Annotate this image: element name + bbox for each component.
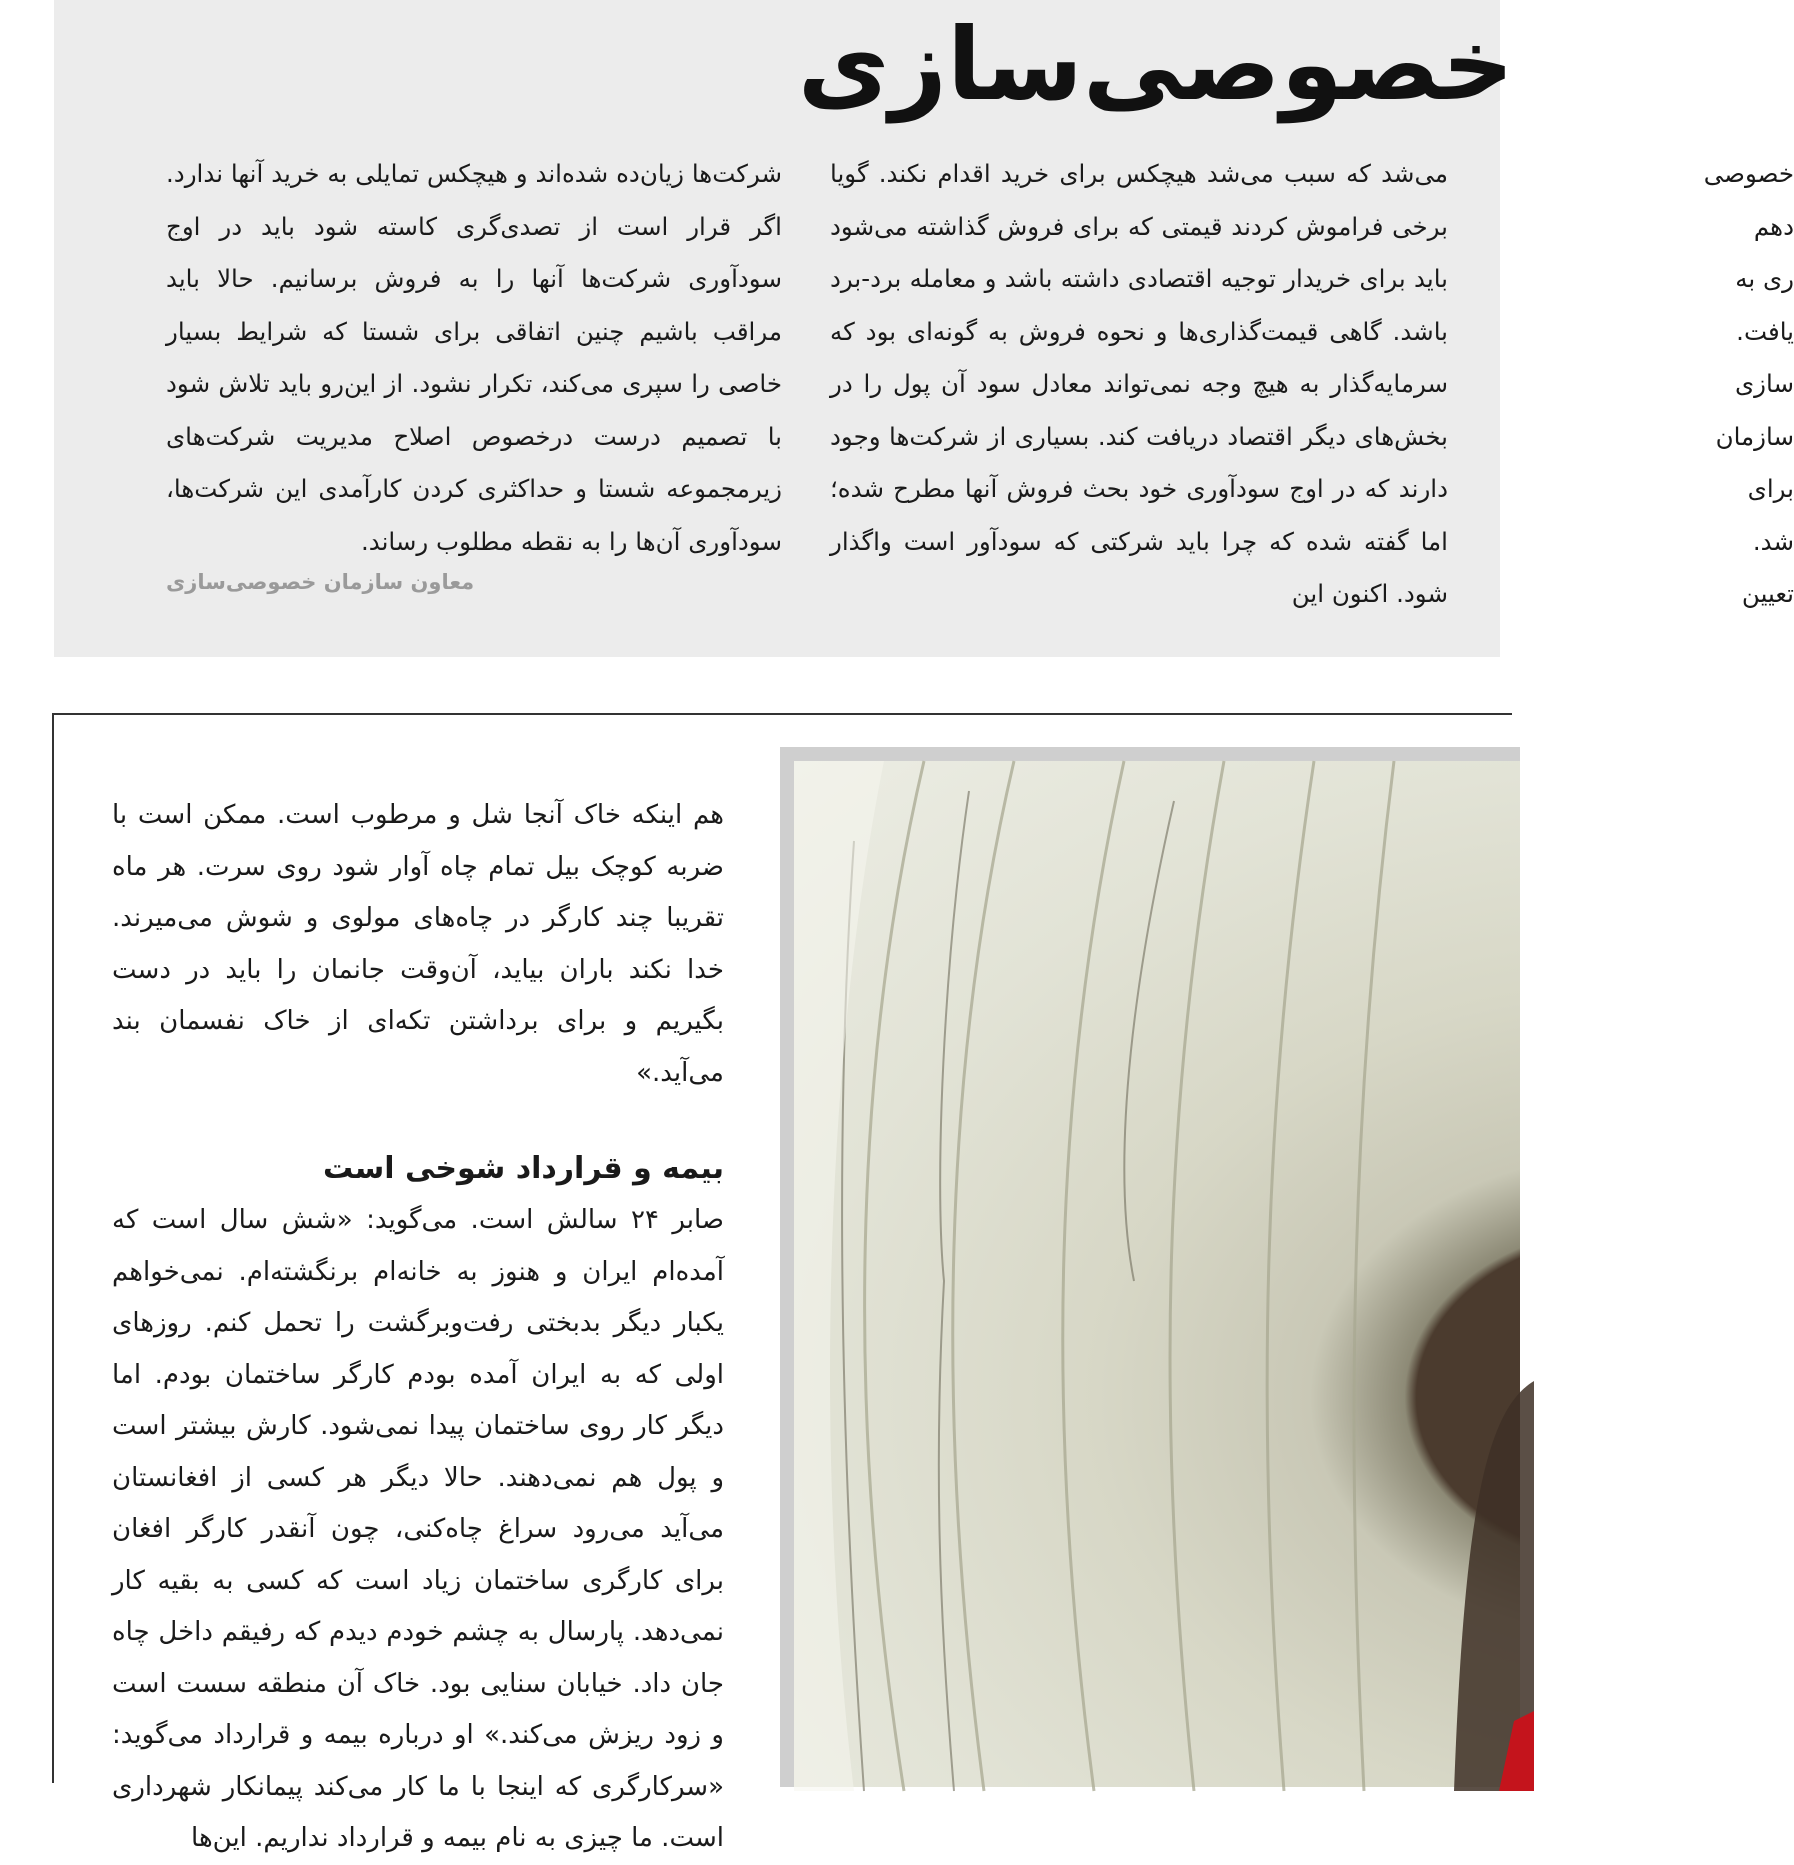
story-body: صابر ۲۴ سالش است. می‌گوید: «شش سال است که آمده‌ام ایران و هنوز به خانه‌ام برنگشته‌ام. نمی‌خواهم یکبار دیگر بدبختی رفت‌وبرگشت را تحمل کنم. روزهای اولی که به ایران آمده بودم کارگر ساختمان بودم. اما دیگر کار روی ساختمان پیدا نمی‌شود. کارش بیشتر است و پول هم نمی‌دهند. حالا دیگر هر کسی از افغانستان می‌آید می‌رود سراغ چاه‌کنی، چون آنقدر کارگر افغان برای کارگری ساختمان زیاد است که کسی به بقیه کار نمی‌دهد. پارسال به چشم خودم دیدم که رفیقم داخل چاه جان داد. خیابان سنایی بود. خاک آن منطقه سست است و زود ریزش می‌کند.» او درباره بیمه و قرارداد می‌گوید: «سرکارگری که اینجا با ما کار می‌کند پیمانکار شهرداری است. ما چیزی به نام بیمه و قرارداد نداریم. این‌ها bbox=[112, 1205, 724, 1853]
column-text: می‌شد که سبب می‌شد هیچکس برای خرید اقدام نکند. گویا برخی فراموش کردند قیمتی که برای فروش گذاشته می‌شود باید برای خریدار توجیه اقتصادی داشته باشد و معامله برد-برد باشد. گاهی قیمت‌گذاری‌ها و نحوه فروش به گونه‌ای بود که سرمایه‌گذار به هیچ وجه نمی‌تواند معادل سود آن پول را در بخش‌های دیگر اقتصاد دریافت کند. بسیاری از شرکت‌ها وجود دارند که در اوج سودآوری خود بحث فروش آنها مطرح شده؛ اما گفته شده که چرا باید شرکتی که سودآور است واگذار شود. اکنون این bbox=[830, 159, 1448, 608]
top-article-box bbox=[54, 0, 1794, 657]
photo-frame bbox=[780, 747, 1520, 1787]
column-c-line: سازمان bbox=[1715, 421, 1794, 451]
column-text: شرکت‌ها زیان‌ده شده‌اند و هیچکس تمایلی به خرید آنها ندارد. اگر قرار است از تصدی‌گری کاسته شود باید در اوج سودآوری شرکت‌ها آنها را به فروش برسانیم. حالا باید مراقب باشیم چنین اتفاقی برای شستا که شرایط بسیار خاصی را سپری می‌کند، تکرار نشود. از این‌رو باید تلاش شود با تصمیم درست درخصوص اصلاح مدیریت شرکت‌های زیرمجموعه شستا و حداکثری کردن کارآمدی این شرکت‌ها، سودآوری آن‌ها را به نقطه مطلوب رساند. bbox=[166, 159, 782, 556]
article-column-left bbox=[166, 148, 782, 568]
column-c-line: تعیین bbox=[1741, 579, 1794, 608]
well-shaft-illustration bbox=[794, 761, 1534, 1791]
column-c-line: شد. bbox=[1752, 526, 1794, 556]
column-c-line: سازی bbox=[1734, 369, 1794, 398]
story-column bbox=[112, 790, 724, 1865]
author-signature: معاون سازمان خصوصی‌سازی bbox=[166, 570, 475, 594]
column-c-line: دهم bbox=[1753, 211, 1794, 241]
article-column-middle bbox=[830, 148, 1448, 621]
story-intro: هم اینکه خاک آنجا شل و مرطوب است. ممکن است با ضربه کوچک بیل تمام چاه آوار شود روی سرت. هر ماه تقریبا چند کارگر در چاه‌های مولوی و شوش می‌میرند. خدا نکند باران بیاید، آن‌وقت جانمان را باید در دست بگیریم و برای برداشتن تکه‌ای از خاک نفسمان بند می‌آید.» bbox=[112, 800, 724, 1088]
column-c-line: ری به bbox=[1735, 264, 1794, 293]
column-c-line: خصوصی bbox=[1703, 159, 1794, 188]
headline: خصوصی‌سازی bbox=[797, 6, 1514, 123]
well-shaft-photo bbox=[794, 761, 1520, 1787]
story-subhead: بیمه و قرارداد شوخی است bbox=[322, 1151, 724, 1186]
column-c-line: یافت. bbox=[1736, 316, 1794, 346]
column-c-line: برای bbox=[1747, 474, 1794, 503]
article-column-right-cut bbox=[1494, 148, 1794, 621]
